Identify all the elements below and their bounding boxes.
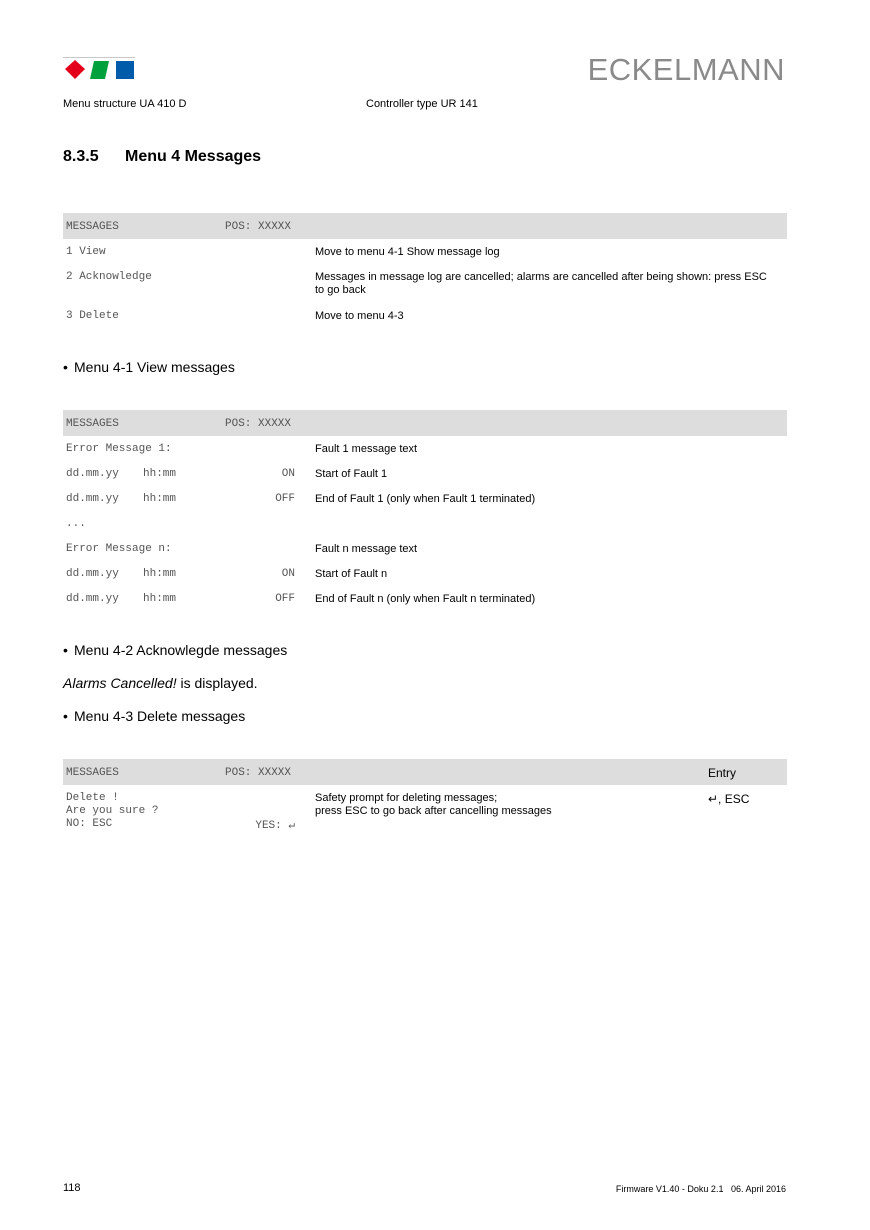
bullet-text: Menu 4-2 Acknowlegde messages [74,642,288,658]
row-label: dd.mm.yy [66,593,119,605]
row-time: hh:mm [143,468,177,480]
table-row [63,561,787,586]
header-messages: MESSAGES [66,418,119,430]
entry-keys: ↵, ESC [708,792,750,806]
table-row [63,785,787,845]
table-header [63,410,787,436]
row-description: Fault 1 message text [315,443,418,455]
header-pos: POS: XXXXX [225,221,292,233]
alarms-cancelled-rest: is displayed. [176,675,258,691]
row-description-line-1: Safety prompt for deleting messages; [315,792,498,804]
table-header [63,759,787,785]
logo-red-diamond [63,59,83,79]
section-number: 8.3.5 [63,148,99,165]
row-description: Move to menu 4-1 Show message log [315,246,500,258]
row-description: Start of Fault n [315,568,388,580]
bullet-menu-4-1 [63,359,235,375]
row-label: dd.mm.yy [66,468,119,480]
row-time: hh:mm [143,493,177,505]
header-pos: POS: XXXXX [225,418,292,430]
menu4-table [63,213,787,329]
section-heading: Menu 4 Messages [125,148,262,165]
table-row [63,239,787,264]
row-description: Start of Fault 1 [315,468,388,480]
table-row [63,461,787,486]
row-description: Messages in message log are cancelled; alarms are cancelled after being shown: press ESC to go back [315,271,767,296]
brand-name: ECKELMANN [587,52,785,87]
header-entry: Entry [708,766,737,780]
bullet-text: Menu 4-1 View messages [74,359,235,375]
section-title [63,148,261,166]
bullet-menu-4-2 [63,642,287,658]
row-description-line-2: press ESC to go back after cancelling messages [315,805,552,817]
row-label: ... [66,518,86,530]
alarms-cancelled-italic: Alarms Cancelled! [63,675,177,691]
table-row [63,536,787,561]
page-number: 118 [63,1182,81,1194]
view-messages-table [63,410,787,611]
display-line-1: Delete ! [66,792,119,804]
header-messages: MESSAGES [66,221,119,233]
row-label: 1 View [66,246,106,258]
table-row [63,511,787,536]
logo-green-parallelogram [89,59,109,79]
row-description: End of Fault 1 (only when Fault 1 terminated) [315,493,536,505]
row-description: Fault n message text [315,543,418,555]
row-time: hh:mm [143,568,177,580]
bullet-text: Menu 4-3 Delete messages [74,708,246,724]
bullet-menu-4-3 [63,708,245,724]
footer-info: Firmware V1.40 - Doku 2.1 06. April 2016 [615,1184,786,1194]
header-left-caption: Menu structure UA 410 D [63,98,187,110]
header-center-caption: Controller type UR 141 [366,98,478,110]
table-body [63,436,787,611]
row-description: Move to menu 4-3 [315,310,404,322]
alarms-cancelled-text [63,675,258,691]
row-label: dd.mm.yy [66,493,119,505]
display-line-3-left: NO: ESC [66,818,113,830]
table-header [63,213,787,239]
header-messages: MESSAGES [66,767,119,779]
row-time: hh:mm [143,593,177,605]
logo-frame [63,57,135,58]
table-row [63,586,787,611]
display-line-2: Are you sure ? [66,805,159,817]
bullet-dot: • [63,708,68,724]
table-row [63,264,787,304]
row-state: OFF [275,593,295,605]
row-label: Error Message 1: [66,443,172,455]
delete-messages-table [63,759,787,845]
row-state: ON [281,568,295,580]
row-state: ON [281,468,295,480]
row-label: 2 Acknowledge [66,271,152,283]
display-line-3-right: YES: ↵ [255,820,295,832]
table-row [63,436,787,461]
bullet-dot: • [63,642,68,658]
row-label: dd.mm.yy [66,568,119,580]
row-description: End of Fault n (only when Fault n terminated) [315,593,536,605]
bullet-dot: • [63,359,68,375]
header-pos: POS: XXXXX [225,767,292,779]
row-state: OFF [275,493,295,505]
table-row [63,304,787,329]
row-label: 3 Delete [66,310,119,322]
table-row [63,486,787,511]
row-label: Error Message n: [66,543,172,555]
logo-blue-square [114,59,134,79]
